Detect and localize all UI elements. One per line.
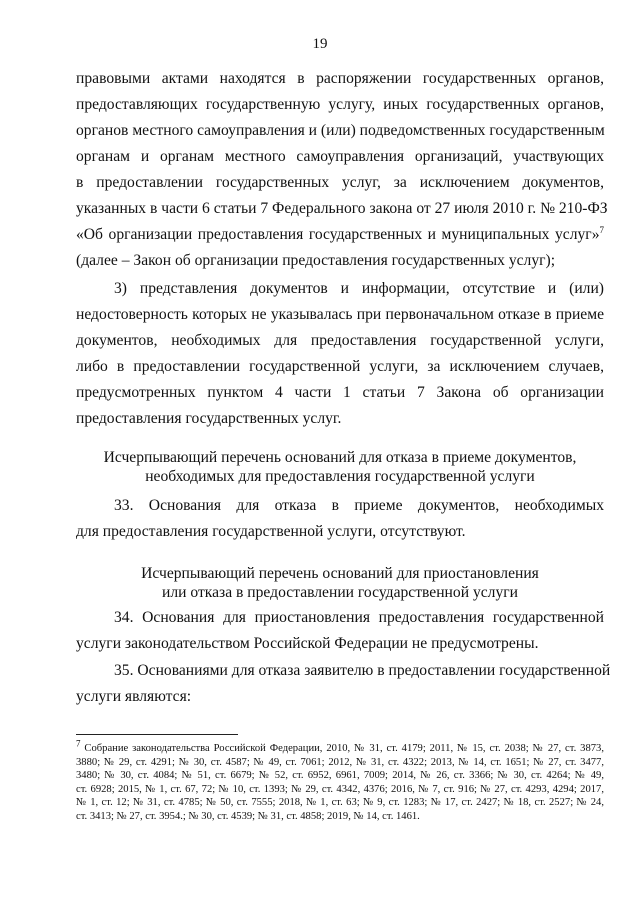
footnote-line: 3880; № 29, ст. 4291; № 30, ст. 4587; № 49, ст. 7061; 2012, № 31, ст. 4322; 2013, № 14, ст. 1651; № 27, ст. 3477,	[76, 756, 604, 768]
text-line: предоставляющих государственную услугу, иных государственных органов,	[76, 96, 604, 113]
text-line: в предоставлении государственных услуг, за исключением документов,	[76, 174, 604, 191]
footnote-line: ст. 3413; № 27, ст. 3954.; № 30, ст. 4539; № 31, ст. 4858; 2019, № 14, ст. 1461.	[76, 810, 420, 822]
text-line: указанных в части 6 статьи 7 Федерального закона от 27 июля 2010 г. № 210-ФЗ	[76, 200, 608, 217]
text-line	[76, 222, 604, 248]
paragraph-continuation	[76, 66, 608, 274]
text-line: органов местного самоуправления и (или) подведомственных государственным	[76, 122, 605, 139]
footnote-separator	[76, 734, 238, 735]
text-line: (далее – Закон об организации предоставления государственных услуг);	[76, 252, 556, 269]
text-line: правовыми актами находятся в распоряжении государственных органов,	[76, 70, 604, 87]
text-line: документов, необходимых для предоставления государственной услуги,	[76, 332, 604, 349]
text-line: 33. Основания для отказа в приеме документов, необходимых	[114, 497, 604, 514]
text-line: услуги законодательством Российской Федерации не предусмотрены.	[76, 635, 539, 652]
text-line: предоставления государственных услуг.	[76, 410, 342, 427]
heading-line: необходимых для предоставления государственной услуги	[145, 468, 535, 485]
paragraph-item-35	[76, 658, 611, 710]
heading-line: Исчерпывающий перечень оснований для отказа в приеме документов,	[103, 449, 577, 466]
footnote-line	[76, 738, 604, 756]
page-number: 19	[312, 36, 328, 52]
text-line: либо в предоставлении государственной услуги, за исключением случаев,	[76, 358, 604, 375]
section-heading	[76, 448, 604, 486]
footnote-text: Собрание законодательства Российской Федерации, 2010, № 31, ст. 4179; 2011, № 15, ст. 2038; № 27, ст. 3873,	[80, 743, 604, 754]
footnote	[76, 738, 604, 823]
text-line: 35. Основаниями для отказа заявителю в предоставлении государственной	[114, 662, 611, 679]
text-line: 34. Основания для приостановления предоставления государственной	[114, 609, 604, 626]
text-line: для предоставления государственной услуги, отсутствуют.	[76, 523, 466, 540]
footnote-mark: 7	[76, 738, 81, 749]
text-line: органам и органам местного самоуправления организаций, участвующих	[76, 148, 604, 165]
text-line: предусмотренных пунктом 4 части 1 статьи 7 Закона об организации	[76, 384, 604, 401]
text-span: «Об организации предоставления государственных и муниципальных услуг»	[76, 226, 600, 243]
footnote-reference: 7	[599, 224, 604, 235]
paragraph-item-33	[76, 493, 604, 545]
paragraph-item-34	[76, 605, 604, 657]
text-line: 3) представления документов и информации, отсутствие и (или)	[114, 280, 604, 297]
text-line: недостоверность которых не указывалась при первоначальном отказе в приеме	[76, 306, 604, 323]
footnote-line: ст. 6928; 2015, № 1, ст. 67, 72; № 10, ст. 1393; № 29, ст. 4342, 4376; 2016, № 7, ст. 916; № 27, ст. 4293, 4294; 2017,	[76, 783, 604, 795]
heading-line: или отказа в предоставлении государственной услуги	[162, 584, 518, 601]
text-line: услуги являются:	[76, 688, 192, 705]
heading-line: Исчерпывающий перечень оснований для приостановления	[141, 565, 539, 582]
paragraph-item-3	[76, 276, 604, 432]
footnote-line: № 1, ст. 12; № 31, ст. 4785; № 50, ст. 7555; 2018, № 1, ст. 63; № 9, ст. 1283; № 17, ст. 2427; № 18, ст. 2527; № 24,	[76, 797, 604, 808]
section-heading	[76, 564, 604, 602]
footnote-line: 3480; № 30, ст. 4084; № 51, ст. 6679; № 52, ст. 6952, 6961, 7009; 2014, № 26, ст. 3366; № 30, ст. 4264; № 49,	[76, 770, 604, 781]
